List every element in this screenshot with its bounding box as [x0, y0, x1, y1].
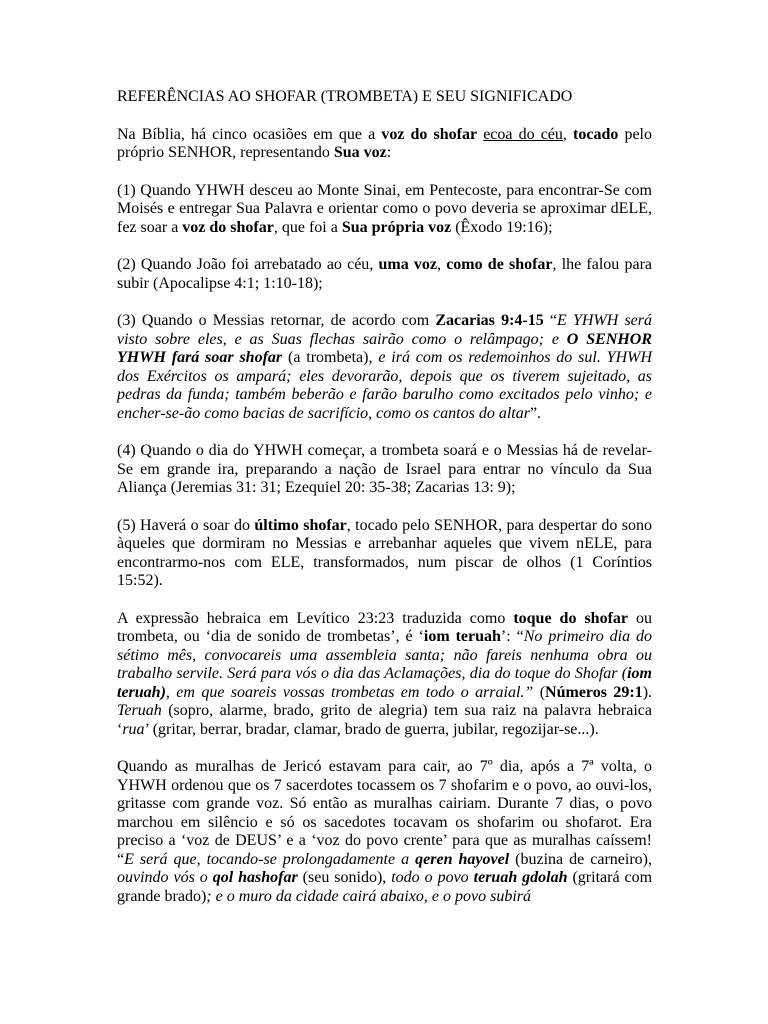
jericho-italic: ouvindo vós o: [117, 869, 213, 886]
occasion-5-text: , tocado pelo SENHOR, para despertar do sono àqueles que dormiram no Messias e arrebanhar aqueles que vivem nELE, para encontrarmo-nos com ELE, transformados, num piscar de olhos (1 Coríntios 15:52).: [117, 516, 653, 589]
leviticus-italic: rua: [122, 720, 145, 738]
occasion-3-text: ”.: [529, 404, 542, 422]
leviticus-bold: toque do shofar: [513, 609, 628, 627]
leviticus-text: (: [533, 683, 546, 701]
jericho-italic: todo o povo: [391, 869, 474, 886]
jericho-text: (buzina de carneiro),: [509, 850, 653, 868]
intro-text: Na Bíblia, há cinco ocasiões em que a: [117, 125, 382, 143]
jericho-bold: [213, 869, 298, 886]
jericho-text: (seu sonido),: [297, 869, 392, 886]
occasion-1-text: (1) Quando YHWH desceu ao Monte Sinai, em Pentecoste, para encontrar-Se com Moisés e entregar Sua Palavra e orientar como o povo deveria se aproximar dELE, fez soar a: [117, 181, 652, 236]
occasion-4-paragraph: [117, 442, 652, 498]
leviticus-text: ’ (gritar, berrar, bradar, clamar, brado de guerra, jubilar, regozijar-se...).: [144, 720, 599, 738]
occasion-5-text: (5) Haverá o soar do: [117, 516, 255, 534]
intro-bold: voz do shofar: [381, 125, 478, 143]
occasion-3-bold: Zacarias 9:4-15: [435, 312, 544, 329]
leviticus-text: ou trombeta, ou ‘dia de sonido de trombetas’, é ‘: [117, 609, 652, 645]
leviticus-text: A expressão hebraica em Levítico 23:23 traduzida como: [117, 609, 514, 627]
occasion-1-paragraph: [117, 182, 652, 238]
page-title: REFERÊNCIAS AO SHOFAR (TROMBETA) E SEU SIGNIFICADO: [117, 88, 573, 105]
intro-text: ,: [562, 125, 574, 143]
occasion-3-text: (a trombeta): [282, 349, 369, 366]
leviticus-italic: Teruah: [117, 702, 162, 719]
jericho-paragraph: [117, 758, 652, 906]
jericho-italic: ; e o muro da cidade cairá abaixo, e o povo subirá: [206, 887, 531, 905]
occasion-2-text: , lhe falou para subir (Apocalipse 4:1; 1:10-18);: [117, 256, 653, 292]
intro-text: pelo próprio SENHOR, representando: [117, 125, 652, 161]
intro-text: :: [386, 144, 392, 161]
occasion-2-bold: uma voz: [378, 256, 437, 273]
occasion-1-bold: Sua própria voz: [341, 218, 452, 236]
intro-paragraph: [117, 126, 652, 163]
jericho-bold-italic: qol hashofar: [212, 869, 298, 886]
leviticus-bold: Números 29:1: [545, 683, 643, 701]
occasion-3-text: (3) Quando o Messias retornar, de acordo com: [117, 312, 436, 329]
occasion-3-italic: E YHWH será visto sobre eles, e as Suas flechas sairão como o relâmpago; e: [117, 312, 652, 348]
leviticus-text: ’: “: [500, 628, 524, 645]
jericho-bold-italic: qeren hayovel: [415, 850, 510, 868]
jericho-italic: E será que, tocando-se prolongadamente a: [124, 850, 416, 868]
leviticus-italic: No primeiro dia do sétimo mês, convocareis uma assembleia santa; não fareis nenhuma obra ou trabalho servile. Será para vós o dia das Aclamações, dia do toque do Shofar (: [117, 628, 653, 682]
jericho-bold: [415, 851, 509, 868]
occasion-3-paragraph: [117, 312, 652, 423]
occasion-4-text: (4) Quando o dia do YHWH começar, a trombeta soará e o Messias há de revelar-Se em grande ira, preparando a nação de Israel para entrar no vínculo da Sua Aliança (Jeremias 31: 31; Ezequiel 20: 35-38; Zacarias 13: 9);: [117, 442, 652, 496]
leviticus-text: ).: [642, 683, 653, 701]
leviticus-bold: iom teruah: [423, 628, 501, 645]
occasion-2-bold: como de shofar: [446, 256, 553, 273]
occasion-3-bold-italic: O SENHOR YHWH fará soar shofar: [117, 330, 652, 366]
intro-bold: Sua voz: [333, 144, 387, 161]
occasion-2-paragraph: [117, 256, 652, 293]
intro-bold: tocado: [573, 125, 619, 143]
jericho-bold: [474, 869, 568, 886]
intro-underline: ecoa do céu: [483, 125, 563, 143]
document-body: [117, 88, 652, 925]
jericho-bold-italic: teruah gdolah: [473, 869, 568, 886]
occasion-3-text: “: [543, 312, 557, 329]
occasion-3-italic: , e irá com os redemoinhos do sul. YHWH dos Exércitos os ampará; eles devorarão, depois que os tiverem sujeitado, as pedras da funda; também beberão e farão barulho como excitados pelo vinho; e encher-se-ão como bacias de sacrifício, como os cantos do altar: [117, 349, 653, 422]
leviticus-paragraph: [117, 610, 652, 740]
occasion-5-paragraph: [117, 517, 652, 591]
leviticus-italic: , em que soareis vossas trombetas em todo o arraial.”: [165, 683, 534, 701]
jericho-text: Quando as muralhas de Jericó estavam para cair, ao 7º dia, após a 7ª volta, o YHWH ordenou que os 7 sacerdotes tocassem os 7 shofarim e o povo, ao ouvi-los, gritasse com grande voz. Só então as muralhas cairiam. Durante 7 dias, o povo marchou em silêncio e só os sacedotes tocavam os shofarim ou shofarot. Era preciso a ‘voz de DEUS’ e a ‘voz do povo crente’ para que as muralhas caíssem! “: [117, 758, 652, 868]
occasion-5-bold: último shofar: [254, 516, 347, 534]
leviticus-bold-italic: iom teruah): [117, 665, 652, 701]
occasion-1-bold: voz do shofar: [182, 218, 274, 236]
leviticus-text: (sopro, alarme, brado, grito de alegria) tem sua raiz na palavra hebraica ‘: [117, 702, 652, 738]
occasion-2-text: (2) Quando João foi arrebatado ao céu,: [117, 256, 379, 273]
occasion-2-text: ,: [437, 256, 447, 273]
occasion-1-text: (Êxodo 19:16);: [451, 218, 553, 236]
jericho-text: (gritará com grande brado): [117, 869, 653, 905]
occasion-1-text: , que foi a: [273, 218, 342, 236]
